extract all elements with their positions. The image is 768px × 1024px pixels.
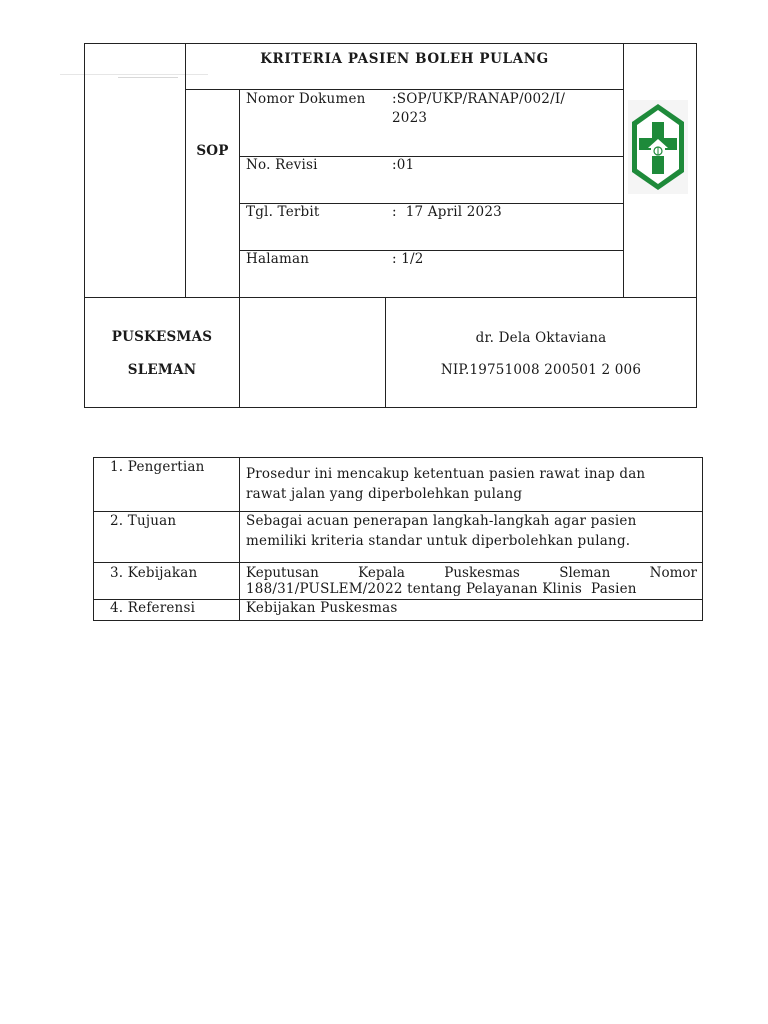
row-value-no-revisi: :01 xyxy=(392,157,415,173)
table-row-text: 188/31/PUSLEM/2022 tentang Pelayanan Klinis Pasien xyxy=(246,581,637,597)
org-name-line2: SLEMAN xyxy=(127,362,197,378)
table-row-label: 2. Tujuan xyxy=(110,513,177,529)
row-label-no-revisi: No. Revisi xyxy=(246,157,318,173)
content-border-top xyxy=(93,457,703,458)
justified-word: Sleman xyxy=(559,565,611,581)
header-border-left xyxy=(84,43,85,408)
header-divider xyxy=(239,89,240,408)
signer-nip: NIP.19751008 200501 2 006 xyxy=(440,362,642,378)
org-name-line1: PUSKESMAS xyxy=(111,329,213,345)
header-border-bottom xyxy=(84,407,697,408)
header-divider xyxy=(623,43,624,297)
document-title: KRITERIA PASIEN BOLEH PULANG xyxy=(260,51,549,67)
table-row-text: Kebijakan Puskesmas xyxy=(246,600,398,616)
header-divider xyxy=(185,89,623,90)
justified-word: Kepala xyxy=(358,565,405,581)
content-border-bottom xyxy=(93,620,703,621)
row-label-halaman: Halaman xyxy=(246,251,310,267)
table-row-text: Sebagai acuan penerapan langkah-langkah agar pasien xyxy=(246,513,637,529)
puskesmas-logo xyxy=(628,100,688,194)
header-divider xyxy=(84,297,697,298)
row-value-tgl-terbit: : 17 April 2023 xyxy=(392,204,502,220)
justified-word: Puskesmas xyxy=(444,565,520,581)
row-value-halaman: : 1/2 xyxy=(392,251,424,267)
row-value-nomor-dokumen-cont: 2023 xyxy=(392,110,428,126)
sop-label: SOP xyxy=(196,143,229,159)
table-row-text: Prosedur ini mencakup ketentuan pasien rawat inap dan xyxy=(246,466,646,482)
table-row-label: 3. Kebijakan xyxy=(110,565,198,581)
table-row-label: 4. Referensi xyxy=(110,600,196,616)
content-divider xyxy=(93,511,703,512)
header-divider xyxy=(385,297,386,408)
row-label-tgl-terbit: Tgl. Terbit xyxy=(246,204,320,220)
justified-word: Keputusan xyxy=(246,565,319,581)
table-row-text: rawat jalan yang diperbolehkan pulang xyxy=(246,486,523,502)
content-border-right xyxy=(702,457,703,621)
table-row-label: 1. Pengertian xyxy=(110,459,205,475)
signer-name: dr. Dela Oktaviana xyxy=(475,330,607,346)
header-border-right xyxy=(696,43,697,408)
puskesmas-cross-logo-icon xyxy=(628,100,688,194)
row-value-nomor-dokumen: :SOP/UKP/RANAP/002/I/ xyxy=(392,91,566,107)
justified-word: Nomor xyxy=(649,565,697,581)
row-label-nomor-dokumen: Nomor Dokumen xyxy=(246,91,366,107)
table-row-text: memiliki kriteria standar untuk diperbolehkan pulang. xyxy=(246,533,631,549)
content-divider xyxy=(239,457,240,621)
content-divider xyxy=(93,562,703,563)
table-row-text xyxy=(246,565,697,581)
header-border-top xyxy=(84,43,697,44)
scan-artifact-line xyxy=(118,77,178,78)
header-divider xyxy=(185,43,186,297)
content-border-left xyxy=(93,457,94,621)
